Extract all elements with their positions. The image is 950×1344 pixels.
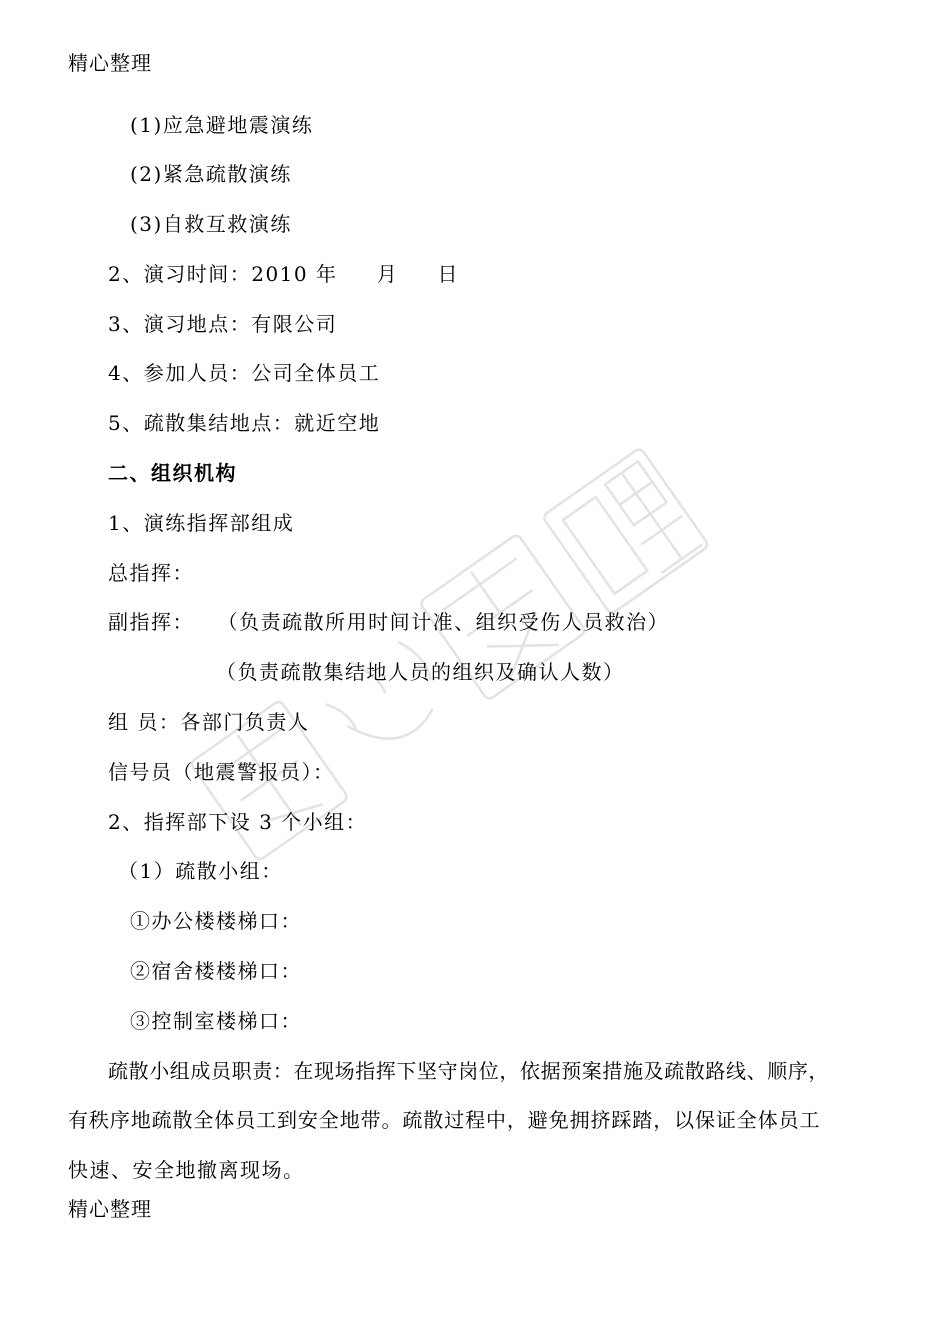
paragraph-line: 有秩序地疏散全体员工到安全地带。疏散过程中，避免拥挤踩踏，以保证全体员工: [68, 1108, 821, 1132]
section-heading: 二、组织机构: [108, 461, 237, 485]
watermark-logo: [90, 360, 850, 920]
deputy-commander-line-2: （负责疏散集结地人员的组织及确认人数）: [216, 660, 625, 684]
group-heading: （1）疏散小组：: [118, 859, 283, 883]
commander-line: 总指挥：: [108, 561, 194, 585]
page-header: 精心整理: [68, 51, 152, 75]
subsection-heading: 2、指挥部下设 3 个小组：: [108, 810, 368, 834]
drill-location: 3、演习地点：有限公司: [108, 312, 338, 336]
list-item: (1)应急避地震演练: [130, 113, 314, 137]
list-item: (2)紧急疏散演练: [130, 162, 292, 186]
list-item: ③控制室楼梯口：: [130, 1009, 302, 1033]
paragraph-line: 疏散小组成员职责：在现场指挥下坚守岗位，依据预案措施及疏散路线、顺序，: [108, 1059, 829, 1083]
signaller-line: 信号员（地震警报员）：: [108, 760, 335, 784]
list-item: ②宿舍楼楼梯口：: [130, 959, 302, 983]
assembly-point: 5、疏散集结地点：就近空地: [108, 411, 381, 435]
subsection-heading: 1、演练指挥部组成: [108, 511, 295, 535]
list-item: (3)自救互救演练: [130, 212, 292, 236]
list-item: ①办公楼楼梯口：: [130, 909, 302, 933]
drill-time: 2、演习时间：2010 年 月 日: [108, 262, 460, 286]
participants: 4、参加人员：公司全体员工: [108, 361, 381, 385]
deputy-commander-line: 副指挥： （负责疏散所用时间计准、组织受伤人员救治）: [108, 610, 670, 634]
members-line: 组 员：各部门负责人: [108, 710, 310, 734]
paragraph-line: 快速、安全地撤离现场。: [68, 1158, 305, 1182]
page-footer: 精心整理: [68, 1197, 152, 1221]
